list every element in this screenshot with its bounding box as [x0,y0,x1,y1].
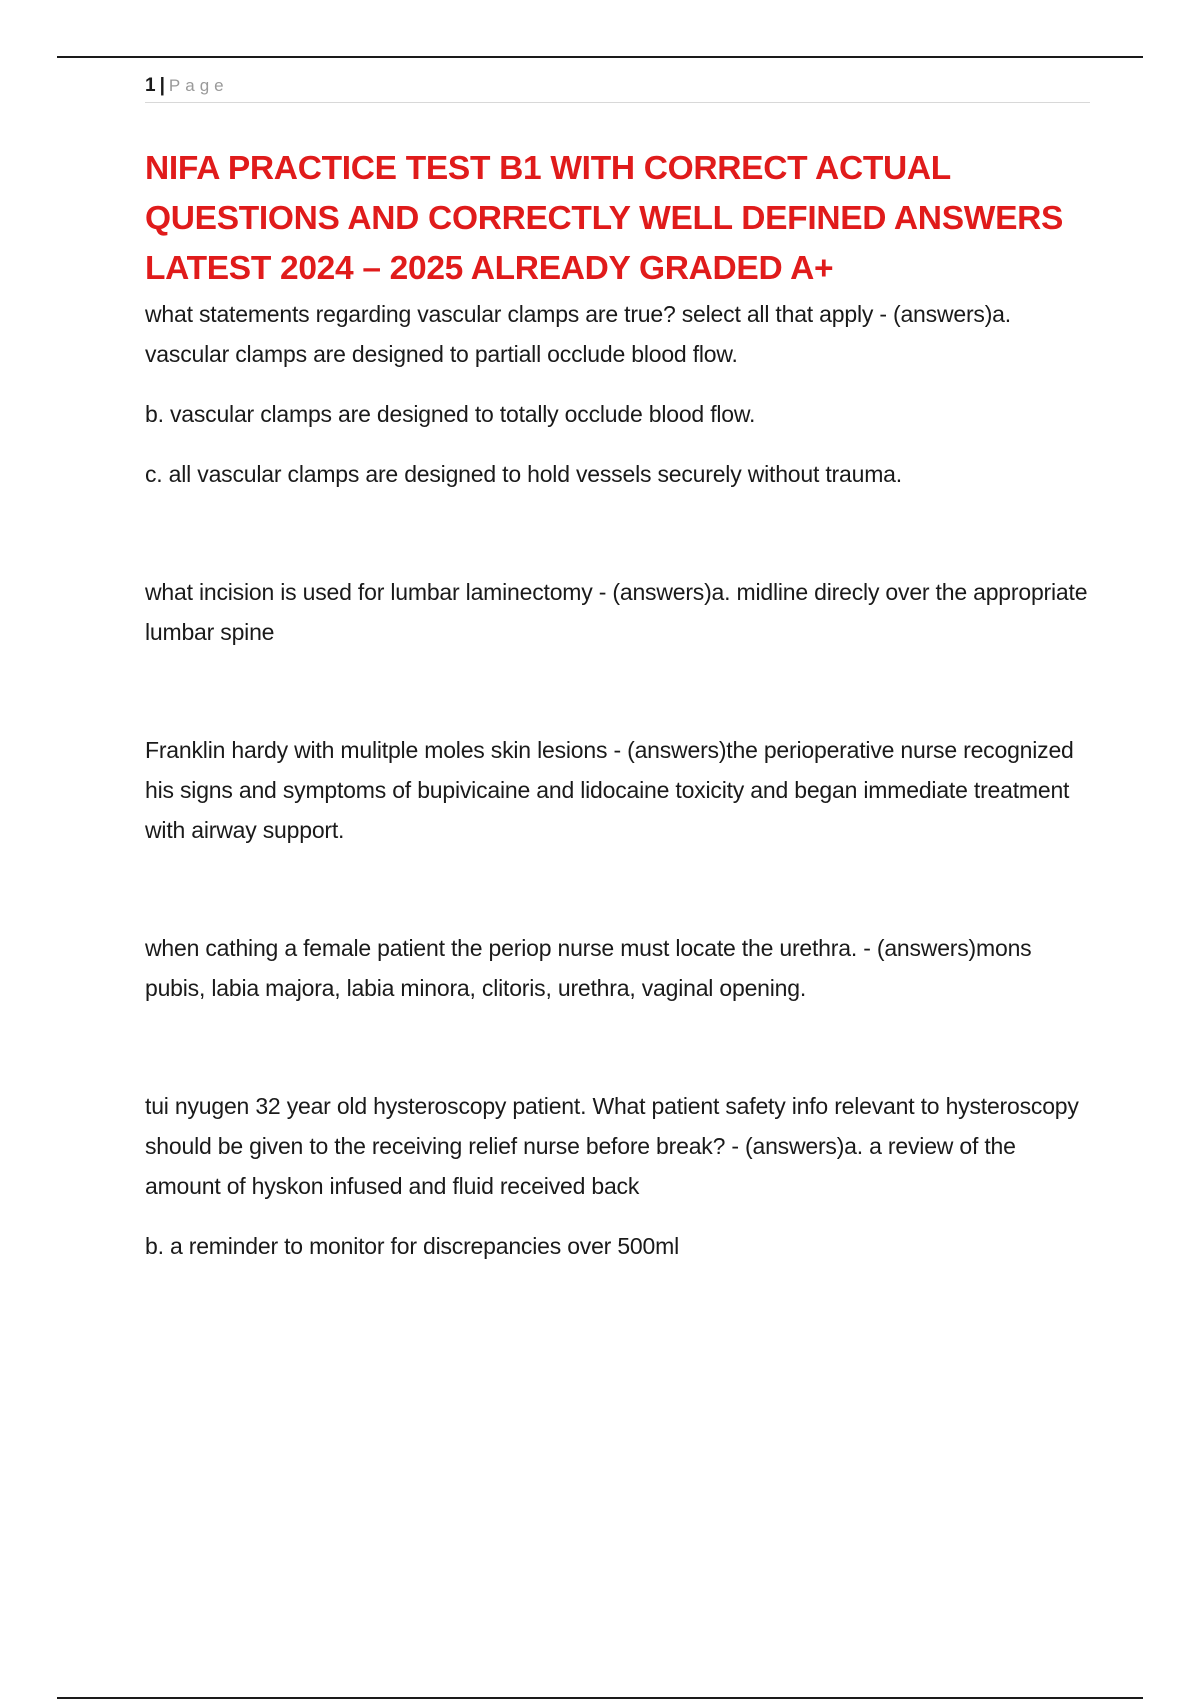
answer-option-1b: b. vascular clamps are designed to totally occlude blood flow. [145,401,756,427]
question-answer-1: what statements regarding vascular clamps are true? select all that apply - (answers)a. vascular clamps are designed to partiall occlude blood flow. [145,301,1011,367]
question-answer-3: Franklin hardy with mulitple moles skin lesions - (answers)the perioperative nurse recognized his signs and symptoms of bupivicaine and lidocaine toxicity and began immediate treatment with airway support. [145,737,1074,843]
bottom-rule [57,1697,1143,1699]
page-number: 1 [145,75,156,96]
document-body [145,144,1090,1266]
page-separator: | [159,75,165,96]
question-answer-4: when cathing a female patient the periop nurse must locate the urethra. - (answers)mons pubis, labia majora, labia minora, clitoris, urethra, vaginal opening. [145,935,1032,1001]
document-title: NIFA PRACTICE TEST B1 WITH CORRECT ACTUAL QUESTIONS AND CORRECTLY WELL DEFINED ANSWERS LATEST 2024 – 2025 ALREADY GRADED A+ [145,150,1064,287]
page-label: Page [168,76,229,95]
answer-option-5b: b. a reminder to monitor for discrepancies over 500ml [145,1233,679,1259]
answer-option-1c: c. all vascular clamps are designed to hold vessels securely without trauma. [145,461,902,487]
question-answer-5: tui nyugen 32 year old hysteroscopy patient. What patient safety info relevant to hysteroscopy should be given to the receiving relief nurse before break? - (answers)a. a review of the amount of hyskon infused and fluid received back [145,1093,1079,1199]
page-header [145,72,1090,103]
top-rule [57,56,1143,58]
question-answer-2: what incision is used for lumbar laminectomy - (answers)a. midline direcly over the appropriate lumbar spine [145,579,1088,645]
